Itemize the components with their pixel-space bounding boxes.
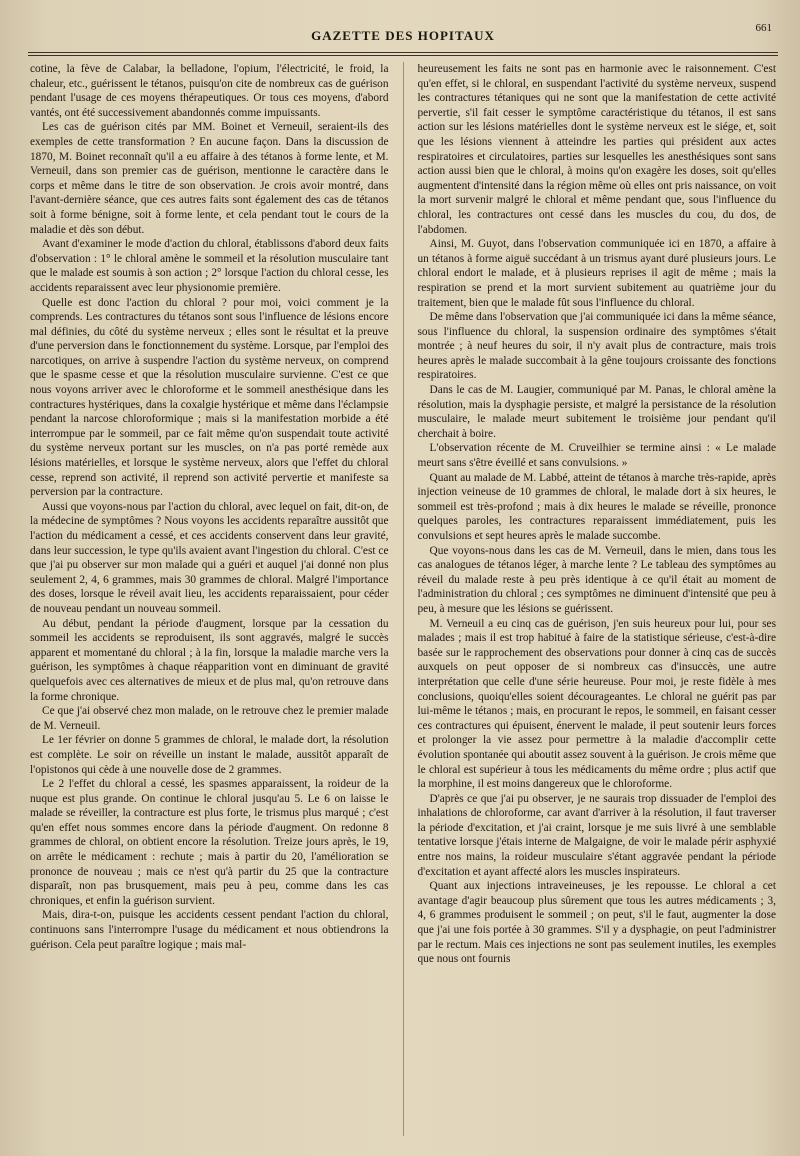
paragraph: cotine, la fève de Calabar, la belladone, l'opium, l'électricité, le froid, la chaleur, etc., guérissent le tétanos, puisqu'on cite de nombreux cas de guérison pendant l'usage de ces moyens thérapeutiques. Or tous ces moyens, d'abord vantés, ont été successivement abandonnés comme impuissants.: [30, 63, 389, 119]
paragraph: Avant d'examiner le mode d'action du chloral, établissons d'abord deux faits d'observation : 1° le chloral amène le sommeil et la résolution musculaire tant que le malade est soumis à son action ; 2° lorsque l'action du chloral cesse, les accidents reparaissent avec leur physionomie première.: [30, 238, 389, 294]
paragraph: Le 2 l'effet du chloral a cessé, les spasmes apparaissent, la roideur de la nuque est plus grande. On continue le chloral jusqu'au 5. Le 6 on laisse le malade se réveiller, la contracture est plus forte, le trismus plus marqué ; c'est qu'en effet nous sommes encore dans la période d'augment. On redonne 8 grammes de chloral, on obtient encore la résolution. Treize jours après, le 19, on arrête le médicament : rechute ; mais à partir du 20, l'amélioration se prononce de nouveau ; mais ce n'est qu'à partir du 25 que la contracture disparaît, non pas brusquement, mais peu à peu, comme dans les cas chroniques, et enfin la guérison survient.: [30, 778, 389, 907]
paragraph: Ce que j'ai observé chez mon malade, on le retrouve chez le premier malade de M. Verneuil.: [30, 705, 389, 732]
paragraph: Quelle est donc l'action du chloral ? pour moi, voici comment je la comprends. Les contractures du tétanos sont sous l'influence de lésions encore mal définies, du côté du système nerveux ; elles sont le résultat et la preuve d'une perversion dans le fonctionnement du système. Lorsque, par l'emploi des narcotiques, on arrive à suspendre l'action du système nerveux, on comprend que le spasme cesse et que la résolution musculaire survienne. C'est ce que nous voyons arriver avec le chloroforme et le sommeil anesthésique dans les contractures hystériques, dans la coxalgie hystérique et même dans l'éclampsie pendant la narcose chloroformique ; mais si la manifestation morbide a été interrompue par le sommeil, par ce fait même qu'on suspendait toute activité du système nerveux portant sur les muscles, on n'a pas porté remède aux lésions matérielles, et lorsque le système nerveux, alors que l'effet du chloral cesse, reprend son activité, il reprend son activité pervertie et manifeste sa perversion par la contracture.: [30, 296, 389, 499]
paragraph: M. Verneuil a eu cinq cas de guérison, j'en suis heureux pour lui, pour ses malades ; mais il est trop habitué à faire de la statistique sérieuse, c'est-à-dire basée sur le rapprochement des observations pour donner à cinq cas de succès auxquels on peut opposer de si nombreux cas d'insuccès, une autre interprétation que celle d'une série heureuse. Pour moi, je reste fidèle à mes conclusions, quoiqu'elles soient décourageantes. Le chloral ne guérit pas par lui-même le tétanos ; mais, en procurant le repos, le sommeil, en faisant cesser ces contractures qui épuisent, énervent le malade, il peut soutenir leurs forces et prolonger la vie assez pour permettre à la maladie d'accomplir cette évolution spontanée qui aboutit assez souvent à la guérison. Je crois même que le chloral est supérieur à tous les médicaments du même ordre ; plus actif que la morphine, il est moins dangereux que le chloroforme.: [417, 617, 776, 791]
paragraph: D'après ce que j'ai pu observer, je ne saurais trop dissuader de l'emploi des inhalations de chloroforme, car avant d'arriver à la résolution, il faut traverser la période d'excitation, et j'ai craint, lorsque je me suis livré à une semblable tentative lorsque j'étais interne de Malgaigne, de voir le malade périr asphyxié entre nos mains, la roideur musculaire s'étant aggravée pendant la période d'excitation et ayant affecté alors les muscles inspirateurs.: [417, 792, 776, 878]
paragraph: Quant au malade de M. Labbé, atteint de tétanos à marche très-rapide, après injection veineuse de 10 grammes de chloral, le malade dort à six heures, le sommeil est très-profond ; mais à dix heures le malade se réveille, prononce quelques paroles, les contractures reparaissent immédiatement, puis les convulsions et sept heures après le malade succombe.: [417, 471, 776, 542]
left-column: [30, 62, 389, 1136]
right-column: [418, 62, 777, 1136]
paragraph: L'observation récente de M. Cruveilhier se termine ainsi : « Le malade meurt sans s'être éveillé et sans convulsions. »: [417, 442, 776, 470]
header-rule-double: [28, 55, 778, 56]
paragraph: Quant aux injections intraveineuses, je les repousse. Le chloral a cet avantage d'agir beaucoup plus sûrement que tous les autres médicaments ; 3, 4, 6 grammes produisent le sommeil ; on peut, s'il le faut, augmenter la dose que j'ai une fois portée à 30 grammes. S'il y a dysphagie, on peut l'administrer par le rectum. Mais ces injections ne sont pas seulement inutiles, les exemples que nous ont fournis: [417, 880, 776, 966]
journal-title: GAZETTE DES HOPITAUX: [311, 28, 495, 43]
column-divider: [403, 62, 404, 1136]
paragraph: Au début, pendant la période d'augment, lorsque par la cessation du sommeil les accidents se reproduisent, ils sont aggravés, malgré le succès apparent et momentané du chloral ; à la fin, lorsque la maladie marche vers la guérison, les symptômes à chaque réapparition vont en diminuant de gravité quelquefois avec ces alternatives de mieux et de plus mal, qu'on retrouve dans la forme chronique.: [30, 617, 389, 703]
paragraph: Les cas de guérison cités par MM. Boinet et Verneuil, seraient-ils des exemples de cette transformation ? En aucune façon. Dans la discussion de 1870, M. Boinet reconnaît qu'il a eu affaire à des tétanos à forme lente, et M. Verneuil, dans son premier cas de guérison, mentionne le caractère dans le corps et même dans le titre de son observation. Je crois avoir montré, dans l'avant-dernière séance, que ces autres faits sont également des cas de tétanos soit à forme bénigne, soit à forme lente, et cela pendant tout le cours de la maladie et dès son début.: [30, 121, 389, 236]
paragraph: heureusement les faits ne sont pas en harmonie avec le raisonnement. C'est qu'en effet, si le chloral, en suspendant l'activité du système nerveux, suspend les contractures tétaniques qui ne sont que la manifestation de cette activité pervertie, s'il fait cesser le symptôme caractéristique du tétanos, il est sans action sur les lésions matérielles dont le système nerveux est le siége, et, soit que les lésions viennent à atteindre les parties qui président aux actes respiratoires et circulatoires, parties sur lesquelles les anesthésiques sont sans action aussi bien que le chloral, à moins qu'on exagère les doses, soit qu'elles augmentent d'intensité dans la région même où elles ont pris naissance, on voit la mort survenir malgré le chloral et même pendant que, sous l'influence du chloral, les contractures ont cessé dans les muscles du cou, du dos, de l'abdomen.: [417, 63, 776, 236]
page-header: [28, 18, 778, 52]
paragraph: Mais, dira-t-on, puisque les accidents cessent pendant l'action du chloral, continuons sans l'interrompre l'usage du médicament et nous obtiendrons la guérison. Cela peut paraître logique ; mais mal-: [30, 909, 389, 951]
header-rule: [28, 52, 778, 53]
paragraph: Aussi que voyons-nous par l'action du chloral, avec lequel on fait, dit-on, de la médecine de symptômes ? Nous voyons les accidents reparaître aussitôt que l'action du médicament a cessé, et ces accidents conservent dans leur gravité, dans leur succession, le type qu'ils avaient avant l'ingestion du chloral. C'est ce que j'ai pu observer sur mon malade qui a guéri et auquel j'ai donné non plus seulement 2, 4, 6 grammes, mais 30 grammes de chloral. Malgré l'importance des doses, lorsque le réveil avait lieu, les accidents reparaissaient, pour céder de nouveau pendant un nouveau sommeil.: [30, 500, 389, 615]
paragraph: Dans le cas de M. Laugier, communiqué par M. Panas, le chloral amène la résolution, mais la dysphagie persiste, et malgré la persistance de la résolution musculaire, le malade meurt subitement le troisième jour pendant qu'il cherchait à boire.: [417, 384, 776, 440]
page-number: 661: [755, 22, 772, 34]
paragraph: De même dans l'observation que j'ai communiquée ici dans la même séance, sous l'influence du chloral, la suspension ordinaire des symptômes s'était montrée ; à neuf heures du soir, il n'y avait plus de contracture, mais trois heures après le malade succombait à la gêne toujours croissante des fonctions respiratoires.: [417, 311, 776, 382]
paragraph: Le 1er février on donne 5 grammes de chloral, le malade dort, la résolution est complète. Le soir on réveille un instant le malade, aussitôt apparaît de l'opistonos qui cède à une nouvelle dose de 2 grammes.: [30, 734, 389, 776]
paragraph: Que voyons-nous dans les cas de M. Verneuil, dans le mien, dans tous les cas analogues de tétanos léger, à marche lente ? Le tableau des symptômes au réveil du malade reste à peu près identique à ce qu'il était au moment de l'administration du chloral ; ces symptômes ne diminuent d'intensité que peu à peu, à mesure que les lésions se guérissent.: [417, 544, 776, 615]
text-columns: [30, 62, 776, 1136]
paragraph: Ainsi, M. Guyot, dans l'observation communiquée ici en 1870, a affaire à un tétanos à forme aiguë succédant à un trismus ayant duré plusieurs jours. Le chloral endort le malade, et à plusieurs reprises il agit de même ; mais la respiration se prend et la mort survient subitement au quatrième jour du traitement, bien que le malade fût sous l'influence du chloral.: [417, 238, 776, 309]
